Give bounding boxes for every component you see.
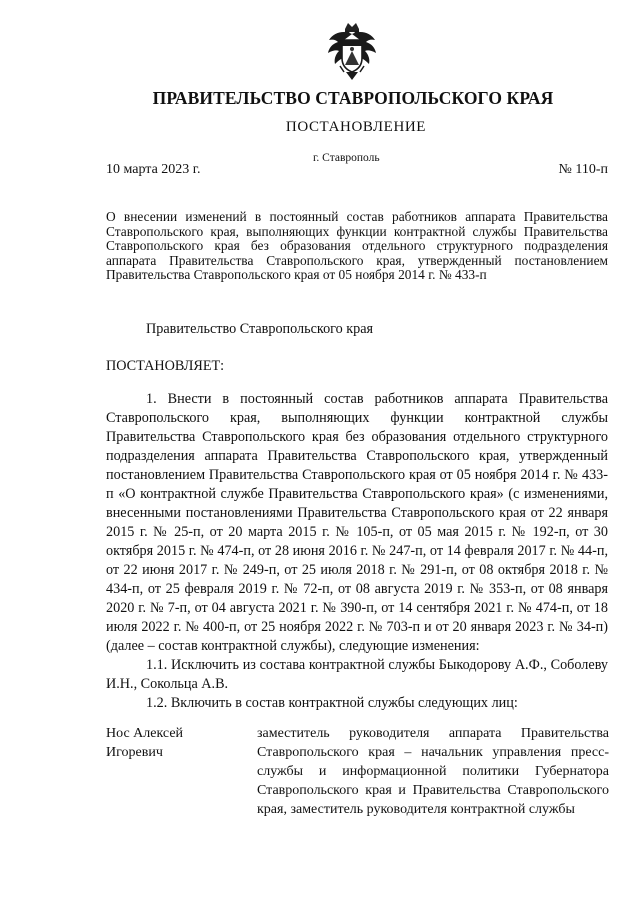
document-date: 10 марта 2023 г.	[106, 162, 201, 177]
issue-city: г. Ставрополь	[313, 152, 380, 164]
document-number: № 110-п	[558, 162, 608, 177]
decree-word: ПОСТАНОВЛЯЕТ:	[106, 358, 225, 374]
document-subject: О внесении изменений в постоянный состав работников аппарата Правительства Ставропольского края, выполняющих функции контрактной службы Правительства Ставропольского края без образования отдельного структурного подразделения аппарата Правительства Ставропольского края, утвержденный постановлением Правительства Ставропольского края от 05 ноября 2014 г. № 433-п	[106, 209, 608, 283]
issuer-line: Правительство Ставропольского края	[146, 321, 374, 337]
member-position: заместитель руководителя аппарата Правительства Ставропольского края – начальник управления пресс-службы и информационной политики Губернатора Ставропольского края и Правительства Ставропольского края, заместитель руководителя контрактной службы	[257, 726, 609, 817]
member-name: Нос Алексей Игоревич	[106, 726, 184, 760]
paragraph-1-2: 1.2. Включить в состав контрактной службы следующих лиц:	[146, 695, 518, 711]
coat-of-arms-icon	[326, 20, 378, 84]
paragraph-1-1: 1.1. Исключить из состава контрактной службы Быкодорову А.Ф., Соболеву И.Н., Сокольца А.В.	[106, 657, 608, 692]
decree-body	[106, 390, 608, 713]
document-type: ПОСТАНОВЛЕНИЕ	[285, 119, 427, 135]
government-title: ПРАВИТЕЛЬСТВО СТАВРОПОЛЬСКОГО КРАЯ	[152, 88, 554, 108]
paragraph-1: 1. Внести в постоянный состав работников аппарата Правительства Ставропольского края, выполняющих функции контрактной службы Правительства Ставропольского края без образования отдельного структурного подразделения аппарата Правительства Ставропольского края, утвержденный постановлением Правительства Ставропольского края от 05 ноября 2014 г. № 433-п «О контрактной службе Правительства Ставропольского края» (с изменениями, внесенными постановлениями Правительства Ставропольского края от 22 января 2015 г. № 25-п, от 20 марта 2015 г. № 105-п, от 05 мая 2015 г. № 192-п, от 30 октября 2015 г. № 474-п, от 28 июня 2016 г. № 247-п, от 14 февраля 2017 г. № 44-п, от 22 июня 2017 г. № 249-п, от 25 июля 2018 г. № 291-п, от 08 октября 2018 г. № 434-п, от 25 февраля 2019 г. № 72-п, от 08 августа 2019 г. № 353-п, от 08 января 2020 г. № 7-п, от 04 августа 2021 г. № 390-п, от 14 сентября 2021 г. № 474-п, от 18 июля 2022 г. № 400-п, от 25 ноября 2022 г. № 703-п и от 20 января 2023 г. № 34-п) (далее – состав контрактной службы), следующие изменения:	[106, 391, 608, 654]
